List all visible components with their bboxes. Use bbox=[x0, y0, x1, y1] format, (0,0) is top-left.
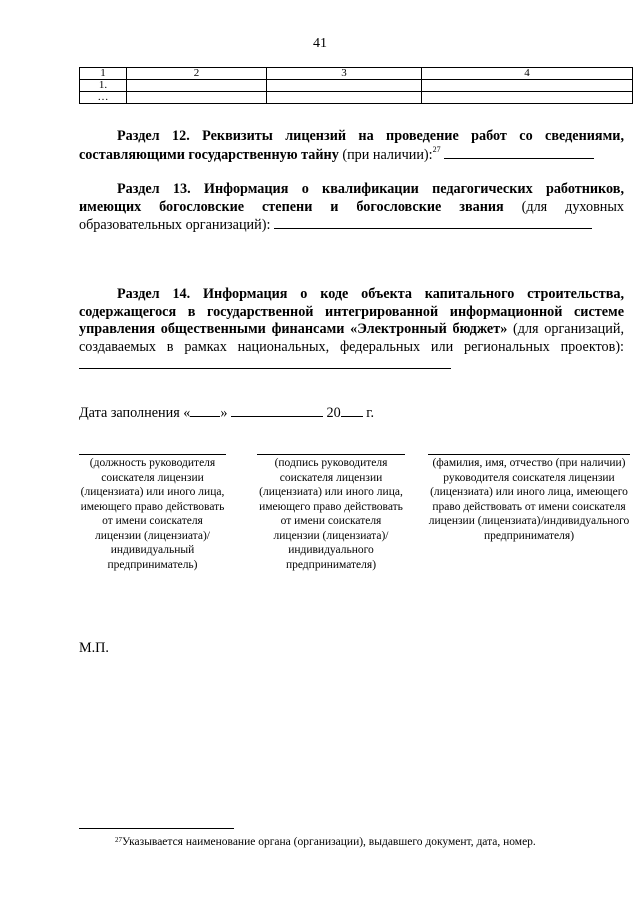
footnote bbox=[115, 836, 536, 848]
table-cell bbox=[127, 80, 267, 92]
table-cell: … bbox=[80, 92, 127, 104]
fill-line bbox=[444, 146, 594, 159]
table-cell: 1. bbox=[80, 80, 127, 92]
footnote-separator bbox=[79, 828, 234, 829]
table-header-cell: 1 bbox=[80, 68, 127, 80]
section-13-note: (для духовных образовательных организаций): bbox=[79, 198, 624, 233]
table-cell bbox=[422, 92, 633, 104]
table-header-cell: 4 bbox=[422, 68, 633, 80]
footnote-number: 27 bbox=[115, 836, 122, 844]
table-cell bbox=[127, 92, 267, 104]
date-line bbox=[79, 404, 374, 422]
day-blank bbox=[190, 404, 220, 417]
section-14-note: (для организаций, создаваемых в рамках национальных, федеральных или региональных проектов): bbox=[79, 321, 624, 355]
year-prefix: 20 bbox=[326, 405, 341, 421]
section-12-note: (при наличии): bbox=[342, 146, 433, 163]
stamp-label: М.П. bbox=[79, 640, 109, 656]
month-blank bbox=[231, 404, 323, 417]
section-13-title: Раздел 13. Информация о квалификации педагогических работников, имеющих богословские степени и богословские звания bbox=[79, 181, 624, 215]
signature-position: (должность руководителя соискателя лицензии (лицензиата) или иного лица, имеющего право действовать от имени соискателя лицензии (лицензиата)/ индивидуальный предприниматель) bbox=[79, 454, 226, 572]
footnote-text: Указывается наименование органа (организации), выдавшего документ, дата, номер. bbox=[122, 836, 536, 848]
table-row bbox=[80, 92, 633, 104]
year-suffix: г. bbox=[366, 405, 375, 421]
fill-line bbox=[79, 356, 451, 369]
table-cell bbox=[422, 80, 633, 92]
data-table bbox=[79, 67, 633, 104]
signature-sign: (подпись руководителя соискателя лицензии (лицензиата) или иного лица, имеющего право действовать от имени соискателя лицензии (лицензиата)/ индивидуального предпринимателя) bbox=[257, 454, 405, 572]
section-13 bbox=[79, 181, 624, 235]
page-number: 41 bbox=[313, 36, 327, 51]
section-14 bbox=[79, 286, 624, 375]
table-header-row bbox=[80, 68, 633, 80]
section-12-title: Раздел 12. Реквизиты лицензий на проведение работ со сведениями, составляющими государственную тайну bbox=[79, 128, 624, 163]
table-header-cell: 2 bbox=[127, 68, 267, 80]
table-cell bbox=[267, 92, 422, 104]
table-row bbox=[80, 80, 633, 92]
date-label: Дата заполнения « bbox=[79, 405, 191, 421]
footnote-ref: 27 bbox=[432, 144, 441, 154]
signature-name: (фамилия, имя, отчество (при наличии) руководителя соискателя лицензии (лицензиата) или иного лица, имеющего право действовать от имени соискателя лицензии (лицензиата)/индивидуального предпринимателя) bbox=[428, 454, 630, 543]
section-14-title: Раздел 14. Информация о коде объекта капитального строительства, содержащегося в государственной интегрированной информационной системе управления общественными финансами «Электронный бюджет» bbox=[79, 286, 624, 337]
table-cell bbox=[267, 80, 422, 92]
date-close-quote: » bbox=[220, 405, 228, 421]
table-header-cell: 3 bbox=[267, 68, 422, 80]
year-blank bbox=[341, 404, 363, 417]
fill-line bbox=[274, 216, 592, 229]
section-12 bbox=[79, 128, 624, 164]
